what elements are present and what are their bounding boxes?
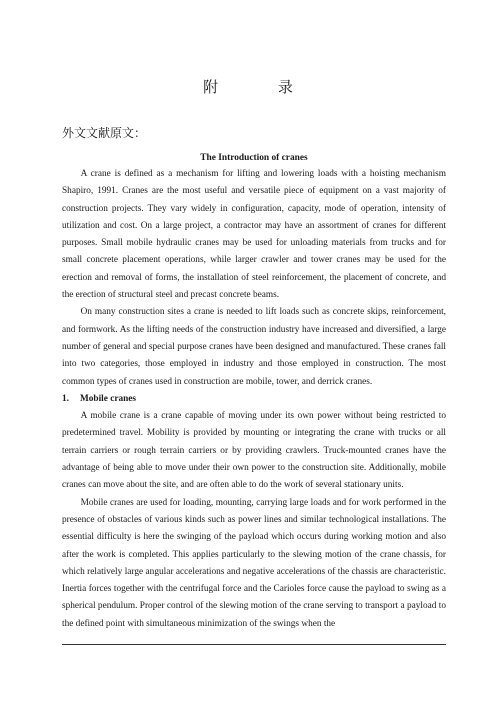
paragraph-4: Mobile cranes are used for loading, mounting, carrying large loads and for work performed in the presence of obstacles of various kinds such as power lines and similar technological installations. The essential difficulty is here the swinging of the payload which occurs during working motion and also after the work is completed. This applies particularly to the slewing motion of the crane chassis, for which relatively large angular accelerations and negative accelerations of the chassis are characteristic. Inertia forces together with the centrifugal force and the Carioles force cause the payload to swing as a spherical pendulum. Proper control of the slewing motion of the crane serving to transport a payload to the defined point with simultaneous minimization of the swings when the bbox=[62, 497, 446, 629]
section-label: 外文文献原文： bbox=[62, 126, 147, 140]
article-title: The Introduction of cranes bbox=[200, 153, 308, 163]
paragraph-3: A mobile crane is a crane capable of moving under its own power without being restricted to predetermined travel. Mobility is provided by mounting or integrating the crane with trucks or all terrain carriers or rough terrain carriers or by providing crawlers. Truck-mounted cranes have the advantage of being able to move under their own power to the construction site. Additionally, mobile cranes can move about the site, and are often able to do the work of several stationary units. bbox=[62, 411, 446, 491]
footer-rule bbox=[62, 644, 446, 645]
section-number: 1. bbox=[62, 393, 69, 404]
appendix-title: 附 录 bbox=[203, 80, 321, 96]
paragraph-2: On many construction sites a crane is needed to lift loads such as concrete skips, reinforcement, and formwork. As the lifting needs of the construction industry have increased and diversified, a large number of general and special purpose cranes have been designed and manufactured. These cranes fall into two categories, those employed in industry and those employed in construction. The most common types of cranes used in construction are mobile, tower, and derrick cranes. bbox=[62, 307, 446, 387]
section-heading-text: Mobile cranes bbox=[80, 393, 137, 404]
article-body bbox=[62, 151, 446, 633]
paragraph-1: A crane is defined as a mechanism for lifting and lowering loads with a hoisting mechanism Shapiro, 1991. Cranes are the most useful and versatile piece of equipment on a vast majority of construction projects. They vary widely in configuration, capacity, mode of operation, intensity of utilization and cost. On a large project, a contractor may have an assortment of cranes for different purposes. Small mobile hydraulic cranes may be used for unloading materials from trucks and for small concrete placement operations, while larger crawler and tower cranes may be used for the erection and removal of forms, the installation of steel reinforcement, the placement of concrete, and the erection of structural steel and precast concrete beams. bbox=[62, 169, 446, 301]
section-heading-mobile-cranes bbox=[62, 391, 446, 408]
